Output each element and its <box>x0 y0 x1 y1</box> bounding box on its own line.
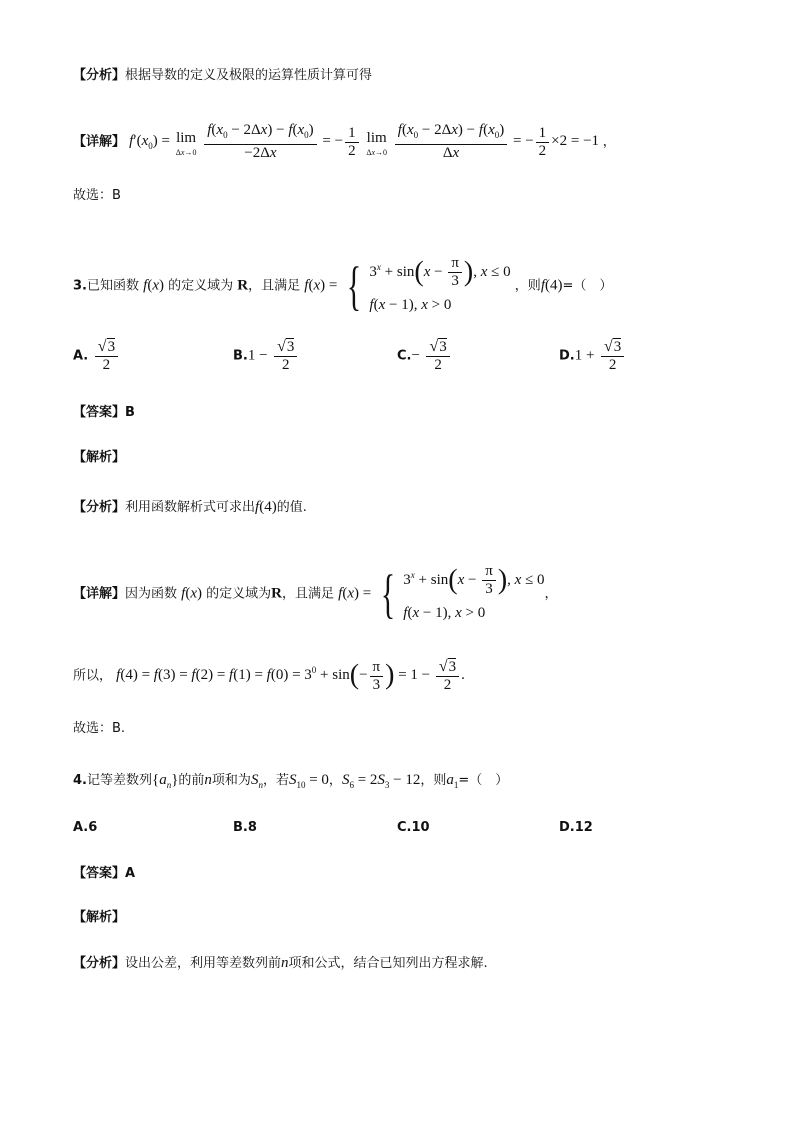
option-d: D.1 + $\frac{√3}{2}$ <box>559 338 626 374</box>
so-line-3: 所以， $f(4) = f(3) = f(2) = f(1) = f(0) = 3^0 + \sin(-$ $\frac{\pi}{3}$ ) = 1 − $\frac{√3}{2}$ . <box>73 658 465 693</box>
q4-option-b: B.8 <box>233 820 257 835</box>
q4-option-a: A.6 <box>73 820 98 835</box>
question-4-stem: 4.记等差数列$\{a_n\}$的前n项和为$S_n$，若$S_{10} = 0$，$S_6 = 2S_3 - 12$，则$a_1=$（ ） <box>73 772 509 790</box>
analysis-tag: 【分析】 <box>73 68 126 83</box>
q4-option-d: D.12 <box>559 820 593 835</box>
option-b: B.1 − $\frac{√3}{2}$ <box>233 338 299 374</box>
answer-line-3: 【答案】B <box>73 405 135 420</box>
choose-text: 故选：B <box>73 188 121 203</box>
jiexi-line-3: 【解析】 <box>73 450 126 465</box>
analysis-line-3: 【分析】利用函数解析式可求出f(4)的值. <box>73 499 307 515</box>
analysis-text: 根据导数的定义及极限的运算性质计算可得 <box>125 68 373 83</box>
choose-line-3: 故选：B. <box>73 721 126 736</box>
q4-option-c: C.10 <box>397 820 430 835</box>
piecewise-function: { $3^x + \sin(x$ − $\frac{\pi}{3}$ ), x ≤ 0 f(x − 1), x > 0 <box>347 255 511 317</box>
option-c: C.− $\frac{√3}{2}$ <box>397 338 452 374</box>
chain-equation: $f(4) = f(3) = f(2) = f(1) = f(0) = 3^0 + \sin(-$ $\frac{\pi}{3}$ ) = 1 − $\frac{√3}{2}$ . <box>116 658 465 693</box>
analysis-line-1 <box>73 66 372 86</box>
detail-tag: 【详解】 <box>73 134 126 150</box>
piecewise-function-detail: { $3^x + \sin(x$ − $\frac{\pi}{3}$ ), x ≤ 0 f(x − 1), x > 0 <box>381 563 545 625</box>
jiexi-line-4: 【解析】 <box>73 910 126 925</box>
analysis-line-4: 【分析】设出公差，利用等差数列前n项和公式，结合已知列出方程求解. <box>73 955 488 971</box>
choose-line-1 <box>73 186 121 206</box>
detail-line-1: 【详解】 $f'(x_0)$ = lim Δx→0 $\frac{f(x_0 - 2\Delta x) - f(x_0)}{-2\Delta x}$ = − $\frac{1}{2}$ lim Δx→0 $\frac{f(x_0 - 2\Delta x) - f(x_0)}{\Delta x}$ = − $\frac{1}{2}$ ×2 = −1 ， <box>73 122 616 161</box>
detail-line-3: 【详解】因为函数 f(x) 的定义域为R，且满足 f(x) = { $3^x + \sin(x$ − $\frac{\pi}{3}$ ), x ≤ 0 f(x − 1), x > 0 ， <box>73 560 558 628</box>
option-a: A. $\frac{√3}{2}$ <box>73 338 120 374</box>
question-number: 3. <box>73 278 87 294</box>
derivative-formula: $f'(x_0)$ = lim Δx→0 $\frac{f(x_0 - 2\Delta x) - f(x_0)}{-2\Delta x}$ = − $\frac{1}{2}$ lim Δx→0 $\frac{f(x_0 - 2\Delta x) - f(x_0)}{\Delta x}$ = − $\frac{1}{2}$ ×2 = −1 <box>129 122 603 161</box>
answer-line-4: 【答案】A <box>73 866 136 881</box>
question-3-stem: 3.已知函数 f(x) 的定义域为 R，且满足 f(x) = { $3^x + \sin(x$ − $\frac{\pi}{3}$ ), x ≤ 0 f(x − 1), x > 0 ，则f(4)=（ ） <box>73 252 612 320</box>
